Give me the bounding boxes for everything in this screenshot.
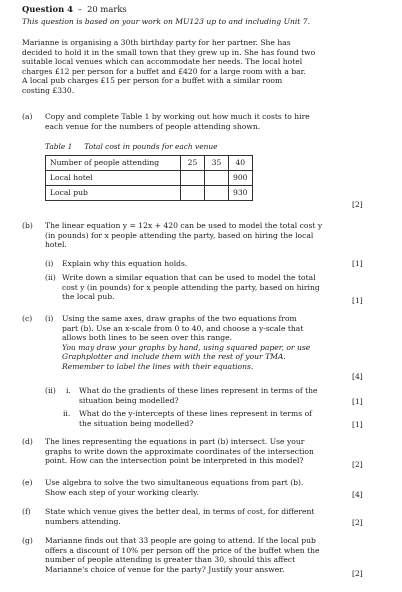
table-header-row: [46, 156, 253, 171]
part-a-line: each venue for the numbers of people attending shown.: [45, 121, 261, 131]
part-b-line: The linear equation y = 12x + 420 can be used to model the total cost y: [45, 221, 323, 230]
part-c-ii-sub1-label: i.: [66, 386, 71, 395]
part-b-ii-marks: [1]: [352, 296, 363, 305]
part-c-i-note: You may draw your graphs by hand, using squared paper, or use: [62, 342, 311, 352]
part-c-i-line: allows both lines to be seen over this range.: [62, 333, 233, 343]
table-cell: [205, 186, 229, 201]
part-d-line: The lines representing the equations in part (b) intersect. Use your: [45, 437, 305, 446]
question-intro: This question is based on your work on MU123 up to and including Unit 7.: [22, 17, 311, 26]
table-row: [46, 171, 253, 186]
part-f-label: (f): [22, 507, 31, 516]
part-c-ii-sub2-marks: [1]: [352, 420, 363, 429]
scenario-paragraph: [22, 38, 340, 96]
part-b-i-marks: [1]: [352, 259, 363, 268]
part-c-ii-label: (ii): [45, 386, 56, 395]
part-e-text: [45, 478, 303, 497]
part-b-i-line: Explain why this equation holds.: [62, 259, 188, 268]
scenario-line: suitable local venues which can accommodate her needs. The local hotel: [22, 57, 303, 67]
part-g-line: offers a discount of 10% per person off the price of the buffet when the: [45, 545, 320, 555]
part-g-marks: [2]: [352, 569, 363, 578]
part-d-line: graphs to write down the approximate coordinates of the intersection: [45, 446, 314, 456]
part-c-ii-sub1-line: What do the gradients of these lines represent in terms of the: [79, 386, 318, 395]
cost-table: [45, 155, 253, 201]
table-row: [46, 186, 253, 201]
part-c-ii-sub2-line: the situation being modelled?: [79, 418, 194, 428]
part-e-line: Use algebra to solve the two simultaneous equations from part (b).: [45, 478, 304, 487]
part-c-i-text: [62, 314, 310, 372]
part-a-text: [45, 112, 310, 131]
part-b-ii-label: (ii): [45, 273, 56, 282]
part-a-marks: [2]: [352, 200, 363, 209]
part-g-line: Marianne's choice of venue for the party? Justify your answer.: [45, 564, 285, 574]
part-d-marks: [2]: [352, 460, 363, 469]
table-cell: Local pub: [46, 186, 181, 201]
question-total-marks: 20 marks: [87, 4, 127, 14]
part-b-ii-text: [62, 273, 320, 302]
part-b-line: (in pounds) for x people attending the party, based on hiring the local: [45, 230, 314, 240]
scenario-line: A local pub charges £15 per person for a buffet with a similar room: [22, 76, 283, 86]
part-d-line: point. How can the intersection point be interpreted in this model?: [45, 456, 304, 466]
table-header-cell: 40: [229, 156, 253, 171]
part-e-label: (e): [22, 478, 33, 487]
question-header: [22, 5, 127, 15]
header-dash: –: [77, 4, 83, 14]
table-cell: Local hotel: [46, 171, 181, 186]
part-f-line: numbers attending.: [45, 516, 121, 526]
table-cell: 900: [229, 171, 253, 186]
part-c-i-note: Remember to label the lines with their equations.: [62, 361, 254, 371]
part-c-i-label: (i): [45, 314, 54, 323]
part-g-text: [45, 536, 320, 574]
part-b-ii-line: the local pub.: [62, 292, 115, 302]
part-b-text: [45, 221, 322, 250]
table-header-cell: Number of people attending: [46, 156, 181, 171]
table-caption-number: Table 1: [45, 142, 73, 151]
part-c-ii-sub2-label: ii.: [63, 409, 71, 418]
part-g-line: number of people attending is greater than 30, should this affect: [45, 555, 296, 565]
table-header-cell: 25: [181, 156, 205, 171]
scenario-line: Marianne is organising a 30th birthday party for her partner. She has: [22, 38, 291, 47]
part-d-text: [45, 437, 314, 466]
part-c-ii-sub2-text: [79, 409, 312, 428]
part-b-line: hotel.: [45, 240, 67, 250]
part-c-ii-sub2-line: What do the y-intercepts of these lines represent in terms of: [79, 409, 312, 418]
table-cell: [181, 171, 205, 186]
part-c-label: (c): [22, 314, 33, 323]
part-b-label: (b): [22, 221, 33, 230]
table-cell: [181, 186, 205, 201]
question-number: Question 4: [22, 4, 73, 14]
part-f-line: State which venue gives the better deal, in terms of cost, for different: [45, 507, 315, 516]
part-b-i-label: (i): [45, 259, 54, 268]
scenario-line: charges £12 per person for a buffet and £420 for a large room with a bar.: [22, 66, 306, 76]
part-b-ii-line: cost y (in pounds) for x people attending the party, based on hiring: [62, 282, 320, 292]
table-cell: 930: [229, 186, 253, 201]
table-header-cell: 35: [205, 156, 229, 171]
part-f-marks: [2]: [352, 518, 363, 527]
table-cell: [205, 171, 229, 186]
part-c-i-line: Using the same axes, draw graphs of the two equations from: [62, 314, 297, 323]
table-caption-text: Total cost in pounds for each venue: [84, 142, 218, 151]
part-a-line: Copy and complete Table 1 by working out how much it costs to hire: [45, 112, 310, 121]
part-e-line: Show each step of your working clearly.: [45, 487, 199, 497]
part-a-label: (a): [22, 112, 33, 121]
part-c-ii-sub1-line: situation being modelled?: [79, 395, 179, 405]
scenario-line: costing £330.: [22, 85, 75, 95]
part-g-line: Marianne finds out that 33 people are going to attend. If the local pub: [45, 536, 316, 545]
part-c-ii-sub1-text: [79, 386, 318, 405]
part-e-marks: [4]: [352, 490, 363, 499]
part-c-i-marks: [4]: [352, 372, 363, 381]
table-caption: [45, 142, 217, 152]
part-c-ii-sub1-marks: [1]: [352, 397, 363, 406]
part-c-i-note: Graphplotter and include them with the rest of your TMA.: [62, 352, 286, 362]
part-b-ii-line: Write down a similar equation that can be used to model the total: [62, 273, 316, 282]
part-g-label: (g): [22, 536, 33, 545]
scenario-line: decided to hold it in the small town that they grew up in. She has found two: [22, 47, 316, 57]
part-b-i-text: [62, 259, 187, 269]
part-c-i-line: part (b). Use an x-scale from 0 to 40, and choose a y-scale that: [62, 323, 304, 333]
part-a: [22, 112, 32, 122]
part-f-text: [45, 507, 314, 526]
part-d-label: (d): [22, 437, 33, 446]
